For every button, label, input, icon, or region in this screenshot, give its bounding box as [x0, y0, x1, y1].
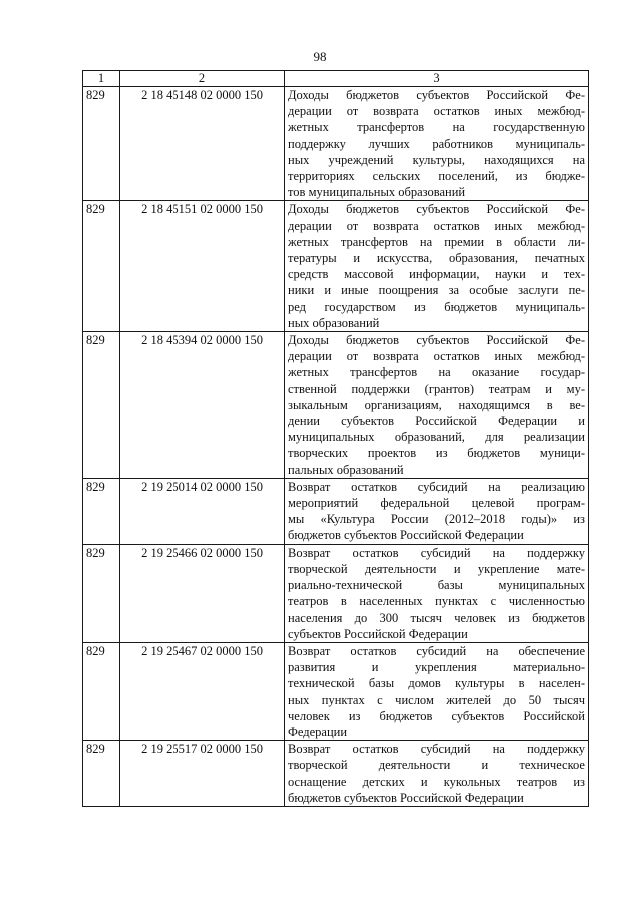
description-line: Возврат остатков субсидий на поддержку: [288, 742, 585, 757]
admin-code-cell: 829: [83, 544, 120, 642]
description-cell: [285, 87, 589, 201]
table-row: [83, 87, 589, 201]
description-line: Доходы бюджетов субъектов Российской Фе-: [288, 88, 585, 102]
description-line: бюджетов субъектов Российской Федерации: [288, 790, 524, 805]
description-line: муниципальных образований, для реализации: [288, 430, 585, 445]
table-row: [83, 642, 589, 740]
description-line: Возврат остатков субсидий на поддержку: [288, 545, 585, 560]
header-col-1: 1: [83, 71, 120, 87]
description-line: творческой деятельности и укрепление мате-: [288, 561, 585, 576]
description-line: Доходы бюджетов субъектов Российской Фе-: [288, 333, 585, 348]
description-line: ственной поддержки (грантов) театрам и му-: [288, 381, 585, 396]
description-line: жетных трансфертов на премии в области ли-: [288, 234, 585, 249]
description-line: ных учреждений культуры, находящихся на: [288, 152, 585, 167]
description-line: пальных образований: [288, 462, 404, 477]
admin-code-cell: 829: [83, 87, 120, 201]
header-row: [83, 71, 589, 87]
description-line: Федерации: [288, 724, 348, 739]
description-line: риально-технической базы муниципальных: [288, 578, 585, 593]
description-line: бюджетов субъектов Российской Федерации: [288, 528, 524, 543]
description-line: Возврат остатков субсидий на реализацию: [288, 479, 585, 494]
description-line: творческой деятельности и техническое: [288, 758, 585, 773]
header-col-3: 3: [285, 71, 589, 87]
table-header: [83, 71, 589, 87]
table-row: [83, 741, 589, 807]
description-cell: [285, 544, 589, 642]
budget-code-cell: 2 18 45148 02 0000 150: [120, 87, 285, 201]
description-line: мероприятий федеральной целевой програм-: [288, 496, 585, 511]
table-row: [83, 544, 589, 642]
table-body: [83, 87, 589, 807]
description-line: населения до 300 тысяч человек из бюджетов: [288, 610, 585, 625]
budget-code-cell: 2 18 45394 02 0000 150: [120, 332, 285, 479]
page-number: 98: [313, 49, 327, 64]
description-line: ных пунктах с числом жителей до 50 тысяч: [288, 692, 585, 707]
description-line: зыкальным организациям, находящимся в ве-: [288, 397, 585, 412]
description-line: дерации от возврата остатков иных межбюд-: [288, 218, 585, 233]
description-line: тературы и искусства, образования, печатных: [288, 251, 585, 266]
description-line: поддержку лучших работников муниципаль-: [288, 136, 585, 151]
description-line: Доходы бюджетов субъектов Российской Фе-: [288, 202, 585, 217]
table-row: [83, 478, 589, 544]
description-cell: [285, 741, 589, 807]
description-line: человек из бюджетов субъектов Российской: [288, 708, 585, 723]
description-cell: [285, 201, 589, 332]
description-cell: [285, 478, 589, 544]
description-line: дерации от возврата остатков иных межбюд-: [288, 104, 585, 119]
description-line: средств массовой информации, науки и тех-: [288, 267, 585, 282]
budget-code-cell: 2 19 25014 02 0000 150: [120, 478, 285, 544]
budget-code-cell: 2 19 25466 02 0000 150: [120, 544, 285, 642]
description-line: мы «Культура России (2012–2018 годы)» из: [288, 512, 585, 527]
description-cell: [285, 332, 589, 479]
description-line: оснащение детских и кукольных театров из: [288, 774, 585, 789]
admin-code-cell: 829: [83, 332, 120, 479]
description-line: творческих проектов из бюджетов муници-: [288, 446, 585, 461]
description-line: дерации от возврата остатков иных межбюд-: [288, 349, 585, 364]
description-line: жетных трансфертов на оказание государ-: [288, 365, 585, 380]
description-line: технической базы домов культуры в населен-: [288, 676, 585, 691]
description-line: ники и иные поощрения за особые заслуги пе-: [288, 283, 585, 298]
description-line: жетных трансфертов на государственную: [288, 120, 585, 135]
budget-code-cell: 2 19 25467 02 0000 150: [120, 642, 285, 740]
description-line: театров в населенных пунктах с численностью: [288, 594, 585, 609]
description-cell: [285, 642, 589, 740]
table-row: [83, 201, 589, 332]
description-line: дении субъектов Российской Федерации и: [288, 414, 585, 429]
description-line: Возврат остатков субсидий на обеспечение: [288, 643, 585, 658]
table-row: [83, 332, 589, 479]
admin-code-cell: 829: [83, 201, 120, 332]
description-line: территориях сельских поселений, из бюдже-: [288, 169, 585, 184]
description-line: ных образований: [288, 315, 380, 330]
description-line: ред государством из бюджетов муниципаль-: [288, 299, 585, 314]
description-line: субъектов Российской Федерации: [288, 626, 468, 641]
description-line: развития и укрепления материально-: [288, 660, 585, 675]
budget-code-cell: 2 19 25517 02 0000 150: [120, 741, 285, 807]
admin-code-cell: 829: [83, 741, 120, 807]
revenue-codes-table: [82, 70, 589, 807]
header-col-2: 2: [120, 71, 285, 87]
admin-code-cell: 829: [83, 642, 120, 740]
admin-code-cell: 829: [83, 478, 120, 544]
budget-code-cell: 2 18 45151 02 0000 150: [120, 201, 285, 332]
description-line: тов муниципальных образований: [288, 185, 466, 200]
